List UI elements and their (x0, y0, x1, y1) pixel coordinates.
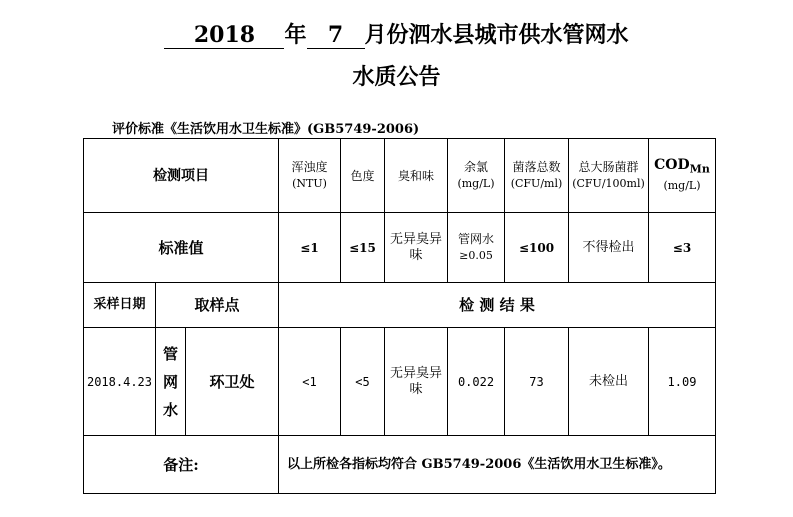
header-turbidity: 浑浊度 (NTU) (279, 139, 341, 213)
result-coliform: 未检出 (569, 328, 649, 436)
results-header: 检 测 结 果 (279, 283, 716, 328)
result-type: 管 网 水 (156, 328, 186, 436)
year-suffix: 年 (284, 22, 307, 48)
page-title-line1 (0, 18, 793, 49)
header-odor: 臭和味 (385, 139, 448, 213)
evaluation-criteria: 评价标准《生活饮用水卫生标准》(GB5749-2006) (112, 122, 420, 137)
result-turbidity: <1 (279, 328, 341, 436)
standard-label: 标准值 (84, 213, 279, 283)
remark-text: 以上所检各指标均符合 GB5749-2006《生活饮用水卫生标准》。 (279, 436, 716, 494)
year-field: 2018 (164, 22, 284, 49)
remark-row (84, 436, 716, 494)
header-bacteria: 菌落总数 (CFU/ml) (505, 139, 569, 213)
remark-label: 备注: (84, 436, 279, 494)
header-coliform: 总大肠菌群 (CFU/100ml) (569, 139, 649, 213)
month-field: 7 (307, 22, 365, 49)
standard-cod: ≤3 (649, 213, 716, 283)
result-date: 2018.4.23 (84, 328, 156, 436)
sample-header-row (84, 283, 716, 328)
header-cod: $COD_{Mn}$ (mg/L) (649, 139, 716, 213)
result-row (84, 328, 716, 436)
standard-color: ≤15 (341, 213, 385, 283)
result-bacteria: 73 (505, 328, 569, 436)
water-quality-table (83, 138, 716, 494)
header-color: 色度 (341, 139, 385, 213)
standard-turbidity: ≤1 (279, 213, 341, 283)
header-item: 检测项目 (84, 139, 279, 213)
result-chlorine: 0.022 (448, 328, 505, 436)
result-location: 环卫处 (186, 328, 279, 436)
result-color: <5 (341, 328, 385, 436)
result-cod: 1.09 (649, 328, 716, 436)
standard-chlorine: 管网水 ≥0.05 (448, 213, 505, 283)
standard-odor: 无异臭异味 (385, 213, 448, 283)
standard-bacteria: ≤100 (505, 213, 569, 283)
result-odor: 无异臭异味 (385, 328, 448, 436)
standard-row (84, 213, 716, 283)
standard-coliform: 不得检出 (569, 213, 649, 283)
header-row (84, 139, 716, 213)
title-rest: 月份泗水县城市供水管网水 (364, 22, 629, 48)
page-title-line2: 水质公告 (352, 64, 441, 90)
header-chlorine: 余氯 (mg/L) (448, 139, 505, 213)
sample-date-header: 采样日期 (84, 283, 156, 328)
sample-point-header: 取样点 (156, 283, 279, 328)
